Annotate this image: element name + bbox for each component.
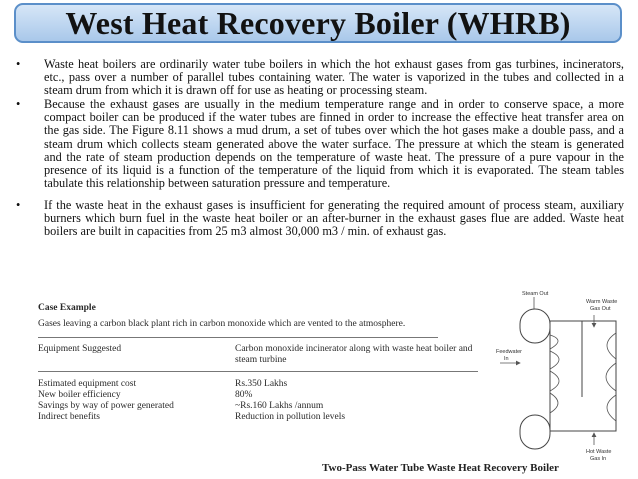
warm-waste-label-2: Gas Out (590, 306, 611, 312)
water-tubes-right (606, 333, 616, 421)
feedwater-label-2: In (504, 356, 509, 362)
table-row (38, 371, 478, 390)
bullet-item (14, 98, 624, 190)
table-cell-value: Carbon monoxide incinerator along with waste heat boiler and steam turbine (235, 338, 478, 372)
bullet-dot: • (16, 57, 21, 71)
steam-drum (520, 309, 550, 343)
bullet-item (14, 58, 624, 97)
table-cell-label: Indirect benefits (38, 411, 100, 422)
boiler-diagram (494, 285, 634, 463)
case-example-title: Case Example (38, 303, 96, 313)
table-row (38, 412, 478, 423)
table-row (38, 390, 478, 401)
bullet-text: If the waste heat in the exhaust gases is insufficient for generating the required amount of process steam, auxiliary burners which burn fuel in the waste heat boiler or an after-burner in the exhaust gases flue are added. Waste heat boilers are built in capacities from 25 m3 almost 30,000 m3 / min. of exhaust gas. (44, 197, 624, 239)
bullet-item (14, 199, 624, 238)
table-cell-label: Estimated equipment cost (38, 378, 137, 389)
table-cell-value: Rs.350 Lakhs (235, 378, 288, 389)
bullet-dot: • (16, 197, 21, 212)
bullet-list (14, 58, 624, 238)
table-cell-label: New boiler efficiency (38, 389, 121, 400)
table-row (38, 401, 478, 412)
table-cell-value: Reduction in pollution levels (235, 411, 346, 422)
table-cell-label: Equipment Suggested (38, 338, 235, 372)
mud-drum (520, 415, 550, 449)
water-tubes-left (550, 335, 559, 413)
table-cell-value: ~Rs.160 Lakhs /annum (235, 400, 324, 411)
bullet-dot: • (16, 97, 21, 112)
table-cell-label: Savings by way of power generated (38, 400, 174, 411)
case-example-description: Gases leaving a carbon black plant rich in carbon monoxide which are vented to the atmosphere. (38, 319, 438, 338)
case-example-table (38, 338, 478, 423)
hot-waste-label-2: Gas In (590, 456, 607, 462)
warm-waste-label-1: Warm Waste (586, 299, 618, 305)
title-banner (14, 3, 622, 43)
case-example (38, 303, 493, 423)
diagram-caption: Two-Pass Water Tube Waste Heat Recovery Boiler (322, 462, 559, 474)
bullet-text: Because the exhaust gases are usually in the medium temperature range and in order to conserve space, a more compact boiler can be produced if the water tubes are finned in order to increase the effective heat transfer area on the gas side. The Figure 8.11 shows a mud drum, a set of tubes over which the hot gases make a double pass, and a steam drum which collects steam generated above the water surface. The pressure at which the steam is generated and the rate of steam production depends on the temperature of waste heat. The pressure of a pure vapour in the presence of its liquid is a function of the temperature of the liquid from which it is evaporated. The steam tables tabulate this relationship between saturation pressure and temperature. (44, 97, 624, 190)
hot-waste-label-1: Hot Waste (586, 449, 612, 455)
bullet-text: Waste heat boilers are ordinarily water tube boilers in which the hot exhaust gases from gas turbines, incinerators, etc., pass over a number of parallel tubes containing water. The water is vaporized in the tubes and collected in a steam drum from which it is drawn off for use as heating or processing steam. (44, 57, 624, 98)
feedwater-label-1: Feedwater (496, 349, 522, 355)
slide-title: West Heat Recovery Boiler (WHRB) (65, 4, 571, 41)
table-row (38, 338, 478, 372)
table-cell-value: 80% (235, 389, 253, 400)
steam-out-label: Steam Out (522, 291, 549, 297)
